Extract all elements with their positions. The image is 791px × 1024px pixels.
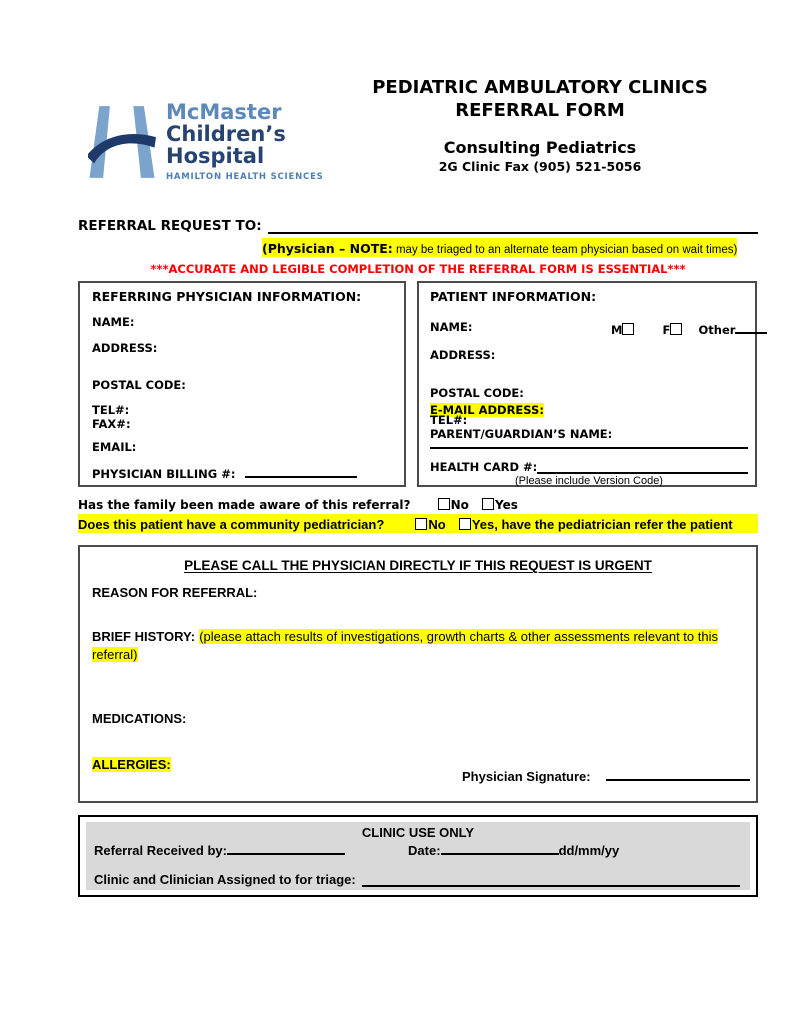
- hospital-logo-block: [88, 96, 324, 188]
- checkbox-f-icon[interactable]: [670, 323, 682, 335]
- community-pediatrician-row: [78, 514, 758, 533]
- referral-request-row: [78, 218, 758, 234]
- clinic-subtitle: Consulting Pediatrics: [443, 138, 637, 157]
- health-card-row: [430, 460, 748, 474]
- aware-no-label: No: [450, 498, 469, 512]
- referral-received-blank[interactable]: [227, 841, 345, 855]
- referral-note-text: may be triaged to an alternate team physician based on wait times): [392, 244, 738, 256]
- patient-info-box: [417, 281, 757, 487]
- referral-note-bold: (Physician – NOTE:: [262, 241, 393, 256]
- clinic-use-box: [78, 815, 758, 897]
- clinic-fax-line: 2G Clinic Fax (905) 521-5056: [438, 159, 642, 174]
- triage-row: [94, 872, 740, 887]
- referring-physician-box: [78, 281, 406, 487]
- physician-fax-label: FAX#:: [92, 417, 131, 431]
- physician-signature-blank[interactable]: [606, 767, 750, 781]
- date-label: Date:: [408, 843, 441, 858]
- clinic-use-heading: CLINIC USE ONLY: [361, 825, 475, 840]
- health-card-blank[interactable]: [537, 460, 748, 474]
- checkbox-community-no-icon[interactable]: [415, 518, 427, 530]
- checkbox-community-yes-icon[interactable]: [459, 518, 471, 530]
- date-format-label: dd/mm/yy: [558, 843, 620, 858]
- logo-mcmaster-text: McMaster: [166, 100, 282, 124]
- health-card-label: HEALTH CARD #:: [430, 460, 538, 474]
- allergies-label: ALLERGIES:: [92, 757, 171, 772]
- family-aware-row: [78, 494, 518, 513]
- checkbox-aware-no-icon[interactable]: [438, 498, 450, 510]
- referring-physician-heading: REFERRING PHYSICIAN INFORMATION:: [92, 289, 362, 304]
- patient-email-label: E-MAIL ADDRESS:: [430, 403, 544, 417]
- aware-yes-label: Yes: [494, 498, 518, 512]
- checkbox-m-icon[interactable]: [622, 323, 634, 335]
- brief-history-row: [92, 628, 746, 664]
- referral-note-row: [262, 238, 737, 257]
- essential-notice: ***ACCURATE AND LEGIBLE COMPLETION OF THE REFERRAL FORM IS ESSENTIAL***: [150, 262, 686, 276]
- sex-m-label: M: [611, 323, 623, 337]
- physician-signature-label: Physician Signature:: [462, 769, 591, 784]
- allergies-row: [92, 754, 171, 773]
- reason-for-referral-label: REASON FOR REFERRAL:: [92, 585, 258, 600]
- version-code-note: (Please include Version Code): [515, 475, 663, 487]
- physician-billing-row: [92, 463, 357, 482]
- patient-heading: PATIENT INFORMATION:: [430, 289, 597, 304]
- physician-name-label: NAME:: [92, 315, 135, 329]
- mcmaster-h-logo-icon: [88, 96, 156, 188]
- family-aware-question: Has the family been made aware of this referral?: [78, 498, 411, 512]
- brief-history-note: (please attach results of investigations, growth charts & other assessments relevant to this referral): [92, 629, 718, 662]
- signature-row: [462, 766, 750, 785]
- date-blank[interactable]: [441, 841, 559, 855]
- clinic-received-row: [94, 840, 619, 859]
- clinic-use-gray-panel: [86, 822, 750, 890]
- patient-postal-label: POSTAL CODE:: [430, 386, 524, 400]
- patient-address-label: ADDRESS:: [430, 348, 496, 362]
- logo-childrens-text: Children’s: [166, 121, 286, 146]
- patient-sex-row: [611, 319, 767, 338]
- physician-billing-blank[interactable]: [245, 464, 357, 478]
- form-title-line1: PEDIATRIC AMBULATORY CLINICS: [372, 77, 708, 98]
- community-no-label: No: [428, 517, 446, 532]
- physician-email-label: EMAIL:: [92, 440, 137, 454]
- sex-f-label: F: [662, 323, 671, 337]
- patient-guardian-label: PARENT/GUARDIAN’S NAME:: [430, 427, 613, 441]
- physician-tel-label: TEL#:: [92, 403, 130, 417]
- referral-to-blank[interactable]: [268, 220, 758, 234]
- medications-label: MEDICATIONS:: [92, 711, 187, 726]
- brief-history-label: BRIEF HISTORY:: [92, 629, 196, 644]
- physician-address-label: ADDRESS:: [92, 341, 158, 355]
- community-question: Does this patient have a community pediatrician?: [78, 517, 385, 532]
- physician-postal-label: POSTAL CODE:: [92, 378, 186, 392]
- sex-other-blank[interactable]: [735, 320, 767, 334]
- community-yes-label: Yes, have the pediatrician refer the patient: [471, 517, 733, 532]
- physician-billing-label: PHYSICIAN BILLING #:: [92, 467, 236, 481]
- form-title-block: [320, 76, 760, 174]
- patient-guardian-blank[interactable]: [430, 435, 748, 449]
- form-title-line2: REFERRAL FORM: [455, 100, 625, 121]
- referral-received-label: Referral Received by:: [94, 843, 227, 858]
- referral-request-label: REFERRAL REQUEST TO:: [78, 218, 262, 234]
- logo-hospital-text: Hospital: [166, 143, 265, 168]
- patient-tel-label: TEL#:: [430, 413, 468, 427]
- logo-tagline: HAMILTON HEALTH SCIENCES: [166, 172, 324, 183]
- triage-blank[interactable]: [362, 873, 740, 887]
- checkbox-aware-yes-icon[interactable]: [482, 498, 494, 510]
- patient-name-label: NAME:: [430, 320, 473, 334]
- urgent-call-line: PLEASE CALL THE PHYSICIAN DIRECTLY IF THIS REQUEST IS URGENT: [184, 558, 652, 573]
- triage-label: Clinic and Clinician Assigned to for triage:: [94, 872, 356, 887]
- referral-details-box: [78, 545, 758, 803]
- sex-other-label: Other: [698, 323, 736, 337]
